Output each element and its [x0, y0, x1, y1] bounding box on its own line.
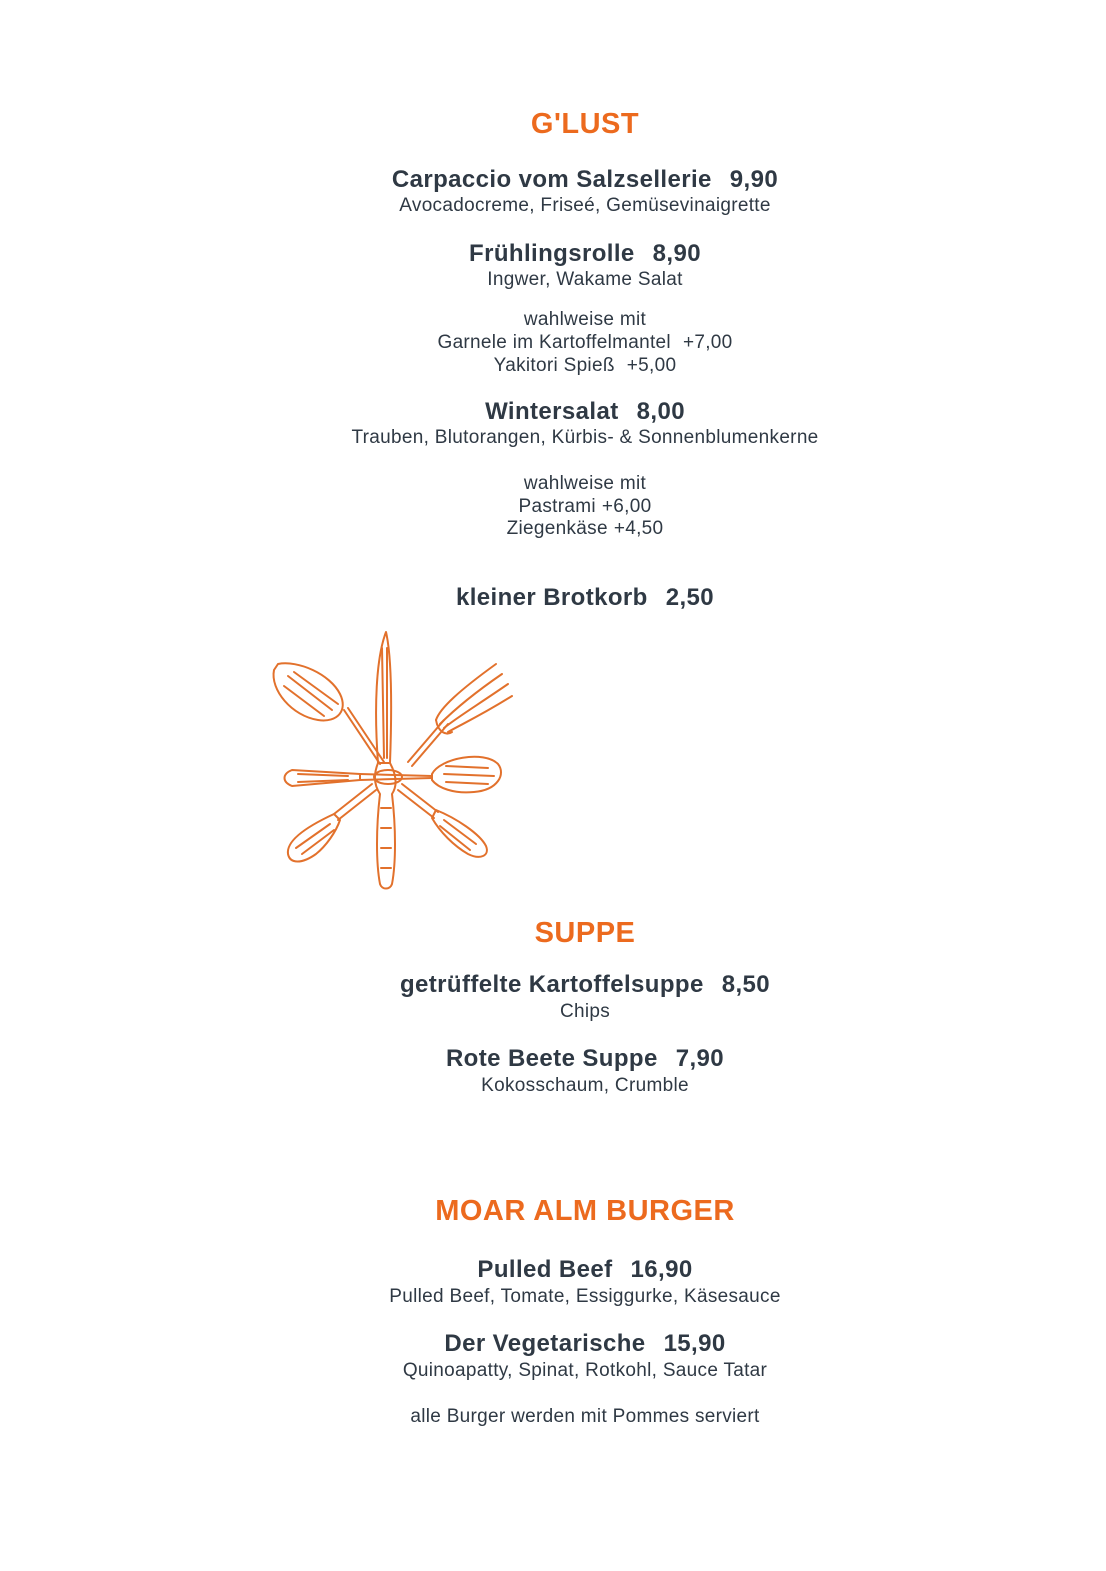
dish-rote-beete-suppe — [330, 1045, 840, 1073]
dish-price: 8,00 — [636, 398, 685, 425]
dish-price: 2,50 — [665, 584, 715, 611]
option-price: +5,00 — [626, 355, 677, 376]
fork-handle-icon — [398, 784, 487, 857]
option-intro: wahlweise mit — [523, 473, 647, 494]
spoon-icon — [274, 663, 384, 764]
dish-price: 8,90 — [652, 240, 701, 267]
dish-price: 16,90 — [630, 1256, 693, 1283]
dish-name: Pulled Beef — [477, 1256, 613, 1283]
dish-pulled-beef — [330, 1256, 840, 1284]
option-name: Garnele im Kartoffelmantel — [437, 332, 671, 353]
section-title-glust: G'LUST — [530, 108, 640, 140]
dish-brotkorb — [330, 584, 840, 612]
dish-name: Der Vegetarische — [444, 1330, 646, 1357]
option-name: Pastrami — [518, 496, 596, 517]
dish-name: Frühlingsrolle — [469, 240, 635, 267]
option-item — [330, 517, 840, 540]
dish-wintersalat — [330, 398, 840, 426]
dish-description: Kokosschaum, Crumble — [481, 1075, 689, 1096]
dish-kartoffelsuppe — [330, 971, 840, 999]
dish-description: Quinoapatty, Spinat, Rotkohl, Sauce Tatar — [402, 1360, 768, 1381]
dish-description: Trauben, Blutorangen, Kürbis- & Sonnenblumenkerne — [351, 427, 819, 448]
option-name: Yakitori Spieß — [493, 355, 615, 376]
dish-description: Ingwer, Wakame Salat — [487, 269, 683, 290]
spoon-handle-icon — [288, 784, 376, 862]
dish-name: kleiner Brotkorb — [455, 584, 648, 611]
fork-icon — [408, 664, 512, 766]
dish-price: 7,90 — [675, 1045, 725, 1072]
dish-fruehlingsrolle — [330, 240, 840, 268]
dish-price: 9,90 — [729, 166, 779, 193]
section-title-suppe: SUPPE — [534, 917, 636, 949]
spoon-icon — [285, 757, 502, 793]
option-price: +7,00 — [682, 332, 733, 353]
dish-name: getrüffelte Kartoffelsuppe — [399, 971, 704, 998]
option-price: +4,50 — [613, 518, 664, 539]
option-item — [330, 495, 840, 518]
section-title-burger: MOAR ALM BURGER — [435, 1195, 735, 1227]
burger-note: alle Burger werden mit Pommes serviert — [410, 1406, 760, 1427]
dish-description: Avocadocreme, Friseé, Gemüsevinaigrette — [399, 195, 771, 216]
option-item — [330, 331, 840, 354]
option-item — [330, 354, 840, 377]
dish-carpaccio — [330, 166, 840, 194]
dish-name: Carpaccio vom Salzsellerie — [391, 166, 712, 193]
dish-description: Pulled Beef, Tomate, Essiggurke, Käsesauce — [389, 1286, 781, 1307]
dish-name: Rote Beete Suppe — [445, 1045, 658, 1072]
crossed-cutlery-icon — [268, 628, 528, 893]
dish-der-vegetarische — [330, 1330, 840, 1358]
option-name: Ziegenkäse — [506, 518, 608, 539]
dish-name: Wintersalat — [485, 398, 619, 425]
option-intro: wahlweise mit — [523, 309, 647, 330]
option-price: +6,00 — [601, 496, 652, 517]
dish-description: Chips — [559, 1001, 611, 1022]
dish-price: 8,50 — [721, 971, 771, 998]
dish-price: 15,90 — [663, 1330, 726, 1357]
